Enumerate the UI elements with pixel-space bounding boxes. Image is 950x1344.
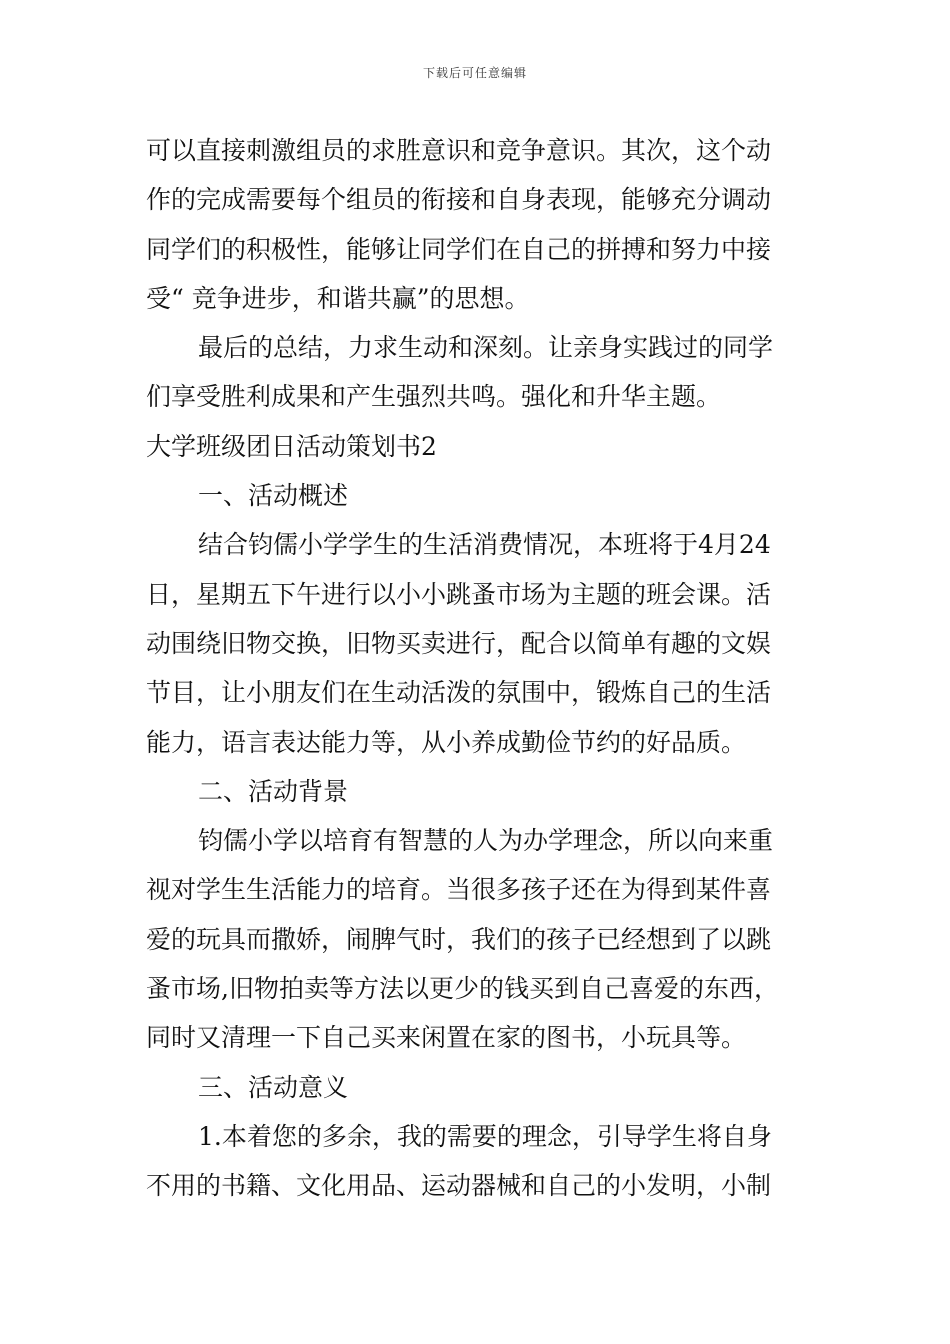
page-header: 下载后可任意编辑 (422, 66, 527, 80)
text-line: 不用的书籍、文化用品、运动器械和自己的小发明，小制 (146, 1171, 772, 1201)
text-line: 动围绕旧物交换，旧物买卖进行，配合以简单有趣的文娱 (146, 628, 772, 658)
document-title: 大学班级团日活动策划书2 (146, 431, 437, 461)
text-line: 爱的玩具而撒娇，闹脾气时，我们的孩子已经想到了以跳 (146, 924, 772, 954)
text-line: 们享受胜利成果和产生强烈共鸣。强化和升华主题。 (146, 382, 722, 412)
text-line: 作的完成需要每个组员的衔接和自身表现，能够充分调动 (146, 185, 772, 215)
section-heading-overview: 一、活动概述 (198, 481, 349, 511)
text-line: 受“ 竞争进步，和谐共赢”的思想。 (146, 283, 530, 313)
text-line: 同学们的积极性，能够让同学们在自己的拼搏和努力中接 (146, 234, 772, 264)
text-line: 视对学生生活能力的培育。当很多孩子还在为得到某件喜 (146, 875, 772, 905)
text-line: 可以直接刺激组员的求胜意识和竞争意识。其次，这个动 (146, 136, 772, 165)
text-line: 能力，语言表达能力等，从小养成勤俭节约的好品质。 (146, 727, 747, 757)
text-line: 日，星期五下午进行以小小跳蚤市场为主题的班会课。活 (146, 579, 772, 609)
section-heading-background: 二、活动背景 (198, 776, 349, 806)
paragraph-start-line: 最后的总结，力求生动和深刻。让亲身实践过的同学 (198, 333, 774, 363)
paragraph-start-line: 结合钧儒小学学生的生活消费情况，本班将于4月24 (198, 530, 771, 560)
paragraph-start-line: 1.本着您的多余，我的需要的理念，引导学生将自身 (198, 1121, 772, 1151)
text-line: 蚤市场,旧物拍卖等方法以更少的钱买到自己喜爱的东西， (146, 974, 779, 1004)
text-line: 同时又清理一下自己买来闲置在家的图书，小玩具等。 (146, 1023, 747, 1053)
paragraph-start-line: 钧儒小学以培育有智慧的人为办学理念，所以向来重 (198, 826, 774, 856)
section-heading-significance: 三、活动意义 (198, 1072, 349, 1102)
text-line: 节目，让小朋友们在生动活泼的氛围中，锻炼自己的生活 (146, 678, 772, 708)
document-body (146, 126, 810, 1211)
